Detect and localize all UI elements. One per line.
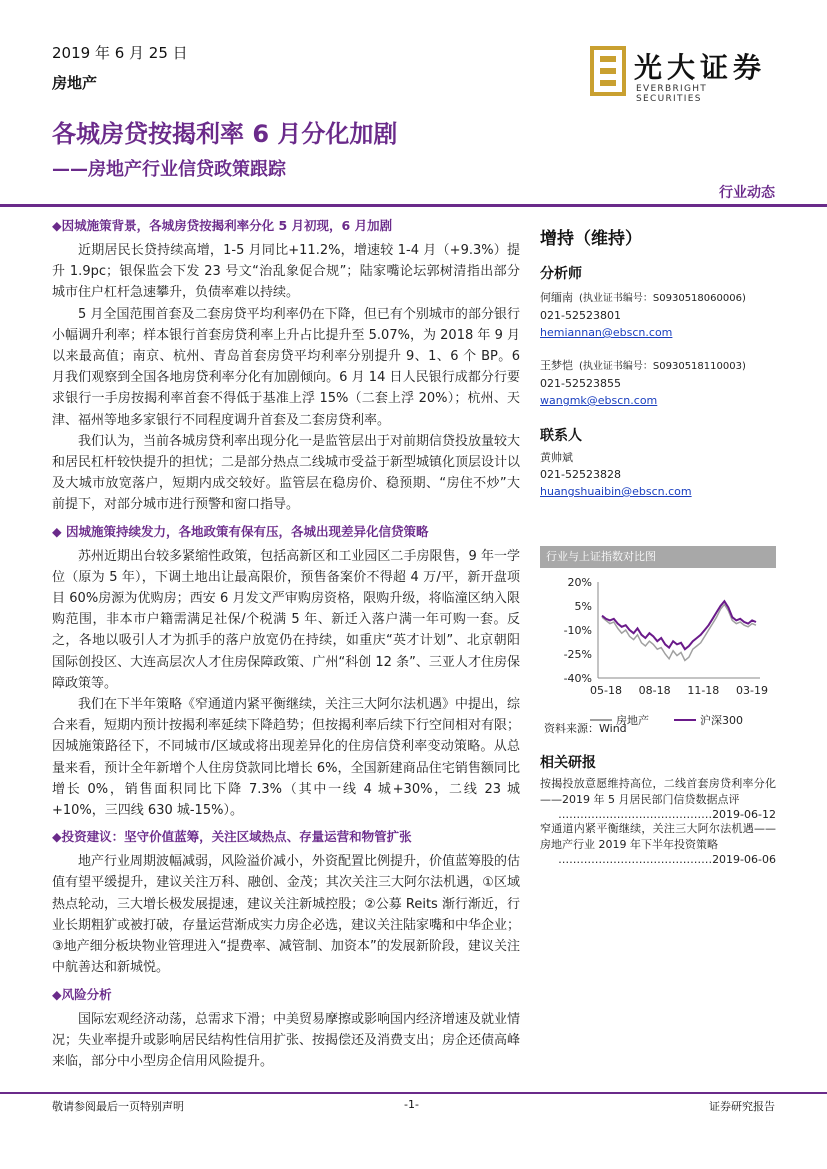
analyst-entry [540,289,776,341]
paragraph: 国际宏观经济动荡，总需求下滑；中美贸易摩擦或影响国内经济增速及就业情况；失业率提升或影响居民结构性信用扩张、按揭偿还及消费支出；房企还债高峰来临，部分中小型房企信用风险提升。 [52,1011,521,1069]
related-item[interactable]: 按揭投放意愿维持高位，二线首套房贷利率分化——2019 年 5 月居民部门信贷数据点评 [540,777,776,806]
related-reports [540,752,776,866]
leader-dots: …………………………………… [558,808,713,821]
contact-name: 黄帅斌 [540,451,573,464]
analyst-name: 王梦恺 [540,359,573,372]
related-date-line [540,808,776,821]
chart-source: 资料来源：Wind [544,722,627,735]
related-date-line [540,853,776,866]
analyst-phone: 021-52523855 [540,377,621,390]
legend-label: 房地产 [616,714,649,727]
report-date: 2019 年 6 月 25 日 [52,44,188,62]
paragraph: 我们认为，当前各城房贷利率出现分化一是监管层出于对前期信贷投放量较大和居民杠杆较快提升的担忧；二是部分热点二线城市受益于新型城镇化顶层设计以及大城市放宽落户，短期内成交较好。监管层在稳房价、稳预期、“房住不炒”大前提下，对部分城市进行预警和窗口指导。 [52,433,521,513]
paragraph: 地产行业周期波幅减弱，风险溢价减小，外资配置比例提升，价值蓝筹股的估值有望平缓提升，建议关注万科、融创、金茂；其次关注三大阿尔法机遇，①区域热点轮动，三大增长极发展提速，建议关注新城控股；②公募 Reits 渐行渐近，行业长期粗犷或被打破，存量运营渐成实力房企必选，建议关注陆家嘴和中华企业；③地产细分板块物业管理进入“提费率、减管制、加资本”的发展新阶段，建议关注中航善达和新城悦。 [52,854,521,976]
footer-divider [0,1092,827,1094]
contact-label: 联系人 [540,428,582,444]
logo-mark-icon [590,46,626,96]
contact-phone: 021-52523828 [540,468,621,481]
section-heading: ◆ 因城施策持续发力，各地政策有保有压，各城出现差异化信贷策略 [52,523,429,539]
company-logo [590,44,775,104]
section-investment [52,827,520,978]
analyst-entry [540,357,776,409]
y-tick-label: -40% [563,672,592,685]
paragraph: 我们在下半年策略《窄通道内紧平衡继续，关注三大阿尔法机遇》中提出，综合来看，短期内预计按揭利率延续下降趋势；但按揭利率后续下行空间相对有限；因城施策路径下，不同城市/区域或将出现差异化的住房信贷利率变动策略。从总量来看，预计全年新增个人住房贷款同比增长 6%，全国新建商品住宅销售额同比增长 0%，销售面积同比下降 7.3%（其中一线 4 城+30%，二线 23 城+10%，三四线 630 城-15%）。 [52,697,521,819]
series-line-csi300 [602,601,756,649]
y-tick-label: -10% [563,624,592,637]
paragraph: 苏州近期出台较多紧缩性政策，包括高新区和工业园区二手房限售，9 年一学位（原为 5 年），下调土地出让最高限价，预售备案价不得超 4 万/平，新开盘项目 60%房源为优购房；西安 6 月发文严审购房资格，限购升级，将临潼区纳入限购范围，非本市户籍需满足社保/个税满 5 年、新迁入落户满一年可购一套。反之，各地以吸引人才为抓手的落户放宽仍在持续，如重庆“英才计划”、北京朝阳国际创投区、大连高层次人才住房保障政策、广州“科创 12 条”、三亚人才住房保障政策等。 [52,548,520,691]
legend-label: 沪深300 [700,714,743,727]
logo-text-cn: 光大证券 [634,51,767,84]
analyst-label: 分析师 [540,266,582,282]
paragraph: 5 月全国范围首套及二套房贷平均利率仍在下降，但已有个别城市的部分银行小幅调升利率；样本银行首套房贷利率上升占比提升至 5.07%，为 2018 年 9 月以来最高值；南京、杭州、青岛首套房贷平均利率分别提升 9、1、6 个 BP。6 月我们观察到全国各地房贷利率分化有加剧倾向。6 月 14 日人民银行成都分行要求银行一手房按揭利率首套不得低于基准上浮 15%（二套上浮 20%）；杭州、天津、福州等地多家银行不同程度调升首套及二套房贷利率。 [52,306,520,428]
analyst-cert: (执业证书编号：S0930518060006) [579,293,746,304]
comparison-chart [540,546,776,746]
report-type-badge: 行业动态 [719,185,775,201]
series-line-real-estate [602,604,756,660]
related-date: 2019-06-06 [712,853,776,866]
paragraph: 近期居民长贷持续高增，1-5 月同比+11.2%，增速较 1-4 月（+9.3%）提升 1.9pc；银保监会下发 23 号文“治乱象促合规”；陆家嘴论坛郭树清指出部分城市住户杠杆急速攀升，负债率难以持续。 [52,243,520,301]
analyst-email-link[interactable]: hemiannan@ebscn.com [540,326,673,339]
section-background [52,216,520,516]
footer-report-label: 证券研究报告 [709,1100,775,1113]
x-tick-label: 05-18 [590,684,622,697]
report-title: 各城房贷按揭利率 6 月分化加剧 [52,120,398,148]
report-subtitle: ——房地产行业信贷政策跟踪 [52,159,286,180]
y-tick-label: 20% [567,576,592,589]
contact-entry [540,449,776,500]
x-tick-label: 08-18 [638,684,671,697]
analyst-email-link[interactable]: wangmk@ebscn.com [540,394,658,407]
analyst-cert: (执业证书编号：S0930518110003) [579,361,746,372]
section-heading: ◆投资建议：坚守价值蓝筹，关注区域热点、存量运营和物管扩张 [52,829,412,845]
related-title: 相关研报 [540,755,596,771]
logo-text-en: EVERBRIGHT SECURITIES [636,84,708,104]
section-heading: ◆风险分析 [52,986,112,1002]
section-heading: ◆因城施策背景，各城房贷按揭利率分化 5 月初现，6 月加剧 [52,218,393,233]
page-number: -1- [404,1098,419,1111]
main-content [52,216,520,1078]
analyst-phone: 021-52523801 [540,309,621,322]
section-policy [52,522,520,822]
section-risk [52,985,520,1073]
leader-dots: …………………………………… [558,853,713,866]
rating: 增持（维持） [540,229,642,249]
footer-disclaimer: 敬请参阅最后一页特别声明 [52,1100,184,1113]
x-tick-label: 11-18 [687,684,720,697]
chart-title: 行业与上证指数对比图 [540,546,776,568]
related-date: 2019-06-12 [712,808,776,821]
y-tick-label: -25% [563,648,592,661]
contact-email-link[interactable]: huangshuaibin@ebscn.com [540,485,692,498]
report-sector: 房地产 [52,74,98,92]
header-divider [0,204,827,207]
y-tick-label: 5% [574,600,592,613]
x-tick-label: 03-19 [736,684,768,697]
analyst-name: 何缅南 [540,291,573,304]
related-item[interactable]: 窄通道内紧平衡继续，关注三大阿尔法机遇——房地产行业 2019 年下半年投资策略 [540,822,776,851]
sidebar [540,216,776,500]
